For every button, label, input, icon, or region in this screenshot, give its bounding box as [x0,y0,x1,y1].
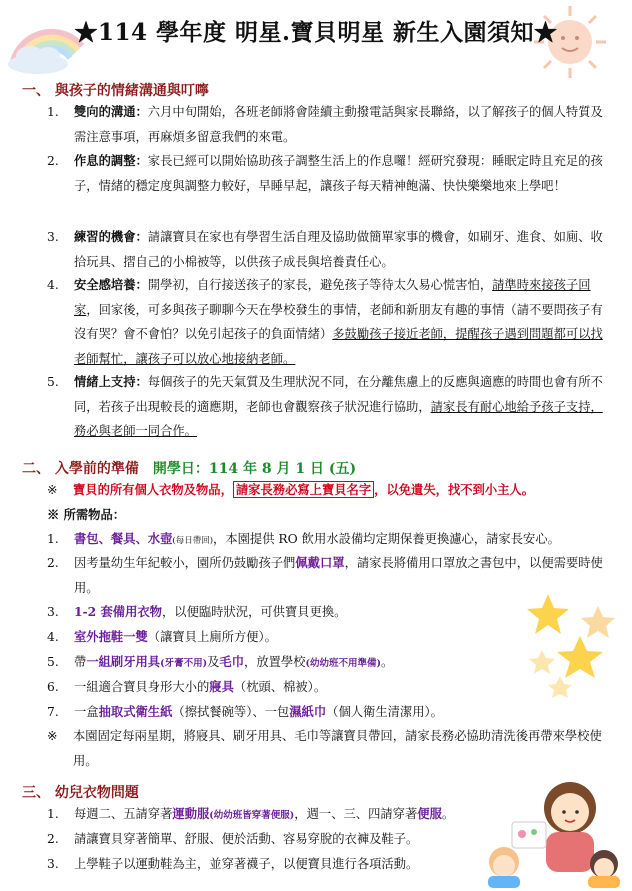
item-text: ，回家後，可多與孩子聊聊今天在學校發生的事情，老師和新朋友有趣的事情（請不要問孩子有沒有哭？會不會怕？以免引起孩子的負面情緒） [74,302,603,341]
item-text: 因考量幼生年紀較小，園所仍鼓勵孩子們 [74,556,296,570]
children-illustration [482,770,622,888]
item-number: 1. [47,807,59,821]
item-heading: 練習的機會： [74,229,148,244]
item-text: ，本園提供 RO 飲用水設備均定期保養更換濾心，請家長安心。 [213,532,560,546]
item-number: 5. [47,375,59,389]
item-number: 4. [47,630,59,644]
item-text: （枕頭、棉被）。 [233,680,327,694]
item-underlined-text: 多鼓勵孩子接近老師，提醒孩子遇到問題都可以找老師幫忙，讓孩子可以放心地接納老師。 [74,327,603,366]
item-underlined-text: 請家長有耐心地給予孩子支持，務必與老師一同合作。 [74,399,603,438]
section-heading-preparation [22,458,356,478]
warning-boxed-text: 請家長務必寫上寶貝名字 [233,481,374,498]
item-number: 7. [47,705,59,719]
required-items-label: ※ 所需物品： [47,507,126,522]
item-number: 1. [47,532,59,546]
item-heading: 情緒上支持： [74,374,148,389]
list-item [47,370,607,444]
item-heading: 作息的調整： [74,153,148,168]
item-note: (幼幼班不用準備) [305,658,382,669]
item-note: (牙膏不用) [160,658,208,669]
item-number: 6. [47,680,59,694]
section-label: 二、 入學前的準備 [22,461,139,477]
item-text: 開學初，自行接送孩子的家長，避免孩子等待太久易心慌害怕， [147,278,493,292]
item-number: 3. [47,230,59,244]
note-mark: ※ [47,729,58,743]
item-text: 六月中旬開始，各班老師將會陸續主動撥電話與家長聯絡，以了解孩子的個人特質及需注意事項，再麻煩多留意我們的來電。 [74,105,603,144]
item-emphasis: 書包、餐具、水壺 [74,531,173,546]
return-wash-note [47,724,607,773]
item-text: （讓寶貝上廁所方便）。 [147,630,277,644]
item-text: 帶 [74,655,87,669]
item-text: 及 [207,655,220,669]
item-text: ，以便臨時狀況，可供寶貝更換。 [161,605,347,619]
item-emphasis: 運動服 [172,806,210,821]
item-emphasis: 一組刷牙用具 [86,654,161,669]
item-text: 每個孩子的先天氣質及生理狀況不同，在分離焦慮上的反應與適應的時間也會有所不同，若孩子出現較長的適應期，老師也會觀察孩子狀況進行協助， [74,375,603,414]
item-text: 請讓寶貝穿著簡單、舒服、便於活動、容易穿脫的衣褲及鞋子。 [74,832,419,846]
list-item [47,225,607,274]
item-text: 家長已經可以開始協助孩子調整生活上的作息囉！經研究發現：睡眠定時且充足的孩子，情緒的穩定度與調整力較好，早睡早起，讓孩子每天精神飽滿、快快樂樂地來上學吧！ [74,154,603,193]
item-emphasis: 抽取式衛生紙 [98,704,173,719]
item-text: （擦拭餐碗等）、一包 [172,705,290,719]
item-text: 上學鞋子以運動鞋為主，並穿著襪子，以便寶貝進行各項活動。 [74,857,419,871]
item-number: 1. [47,105,59,119]
item-text: 。 [441,807,455,821]
name-label-warning [47,478,607,503]
section-heading-emotional-communication: 一、 與孩子的情緒溝通與叮嚀 [22,83,209,99]
list-item [47,273,607,371]
item-heading: 安全感培養： [74,277,148,292]
item-text: ，放置學校 [244,655,306,669]
item-number: 3. [47,857,59,871]
item-emphasis: 1-2 套備用衣物 [74,604,162,619]
item-emphasis: 毛巾 [219,654,245,669]
section-heading-clothing: 三、 幼兒衣物問題 [22,785,139,801]
item-emphasis: 室外拖鞋一雙 [74,629,148,644]
warning-text: ，以免遺失，找不到小主人。 [374,482,535,497]
item-number: 2. [47,154,59,168]
item-text: ，週一、三、四請穿著 [294,807,418,821]
note-text: 本園固定每兩星期，將寢具、刷牙用具、毛巾等讓寶貝帶回，請家長務必協助清洗後再帶來學校使用。 [73,729,602,768]
item-number: 2. [47,832,59,846]
item-text: 。 [381,655,394,669]
list-item [47,700,607,725]
list-item [47,149,607,198]
item-underlined-text: 請準時來接孩子回家 [74,278,591,317]
item-number: 2. [47,556,59,570]
item-number: 4. [47,278,59,292]
warning-text: 寶貝的所有個人衣物及物品， [73,482,233,497]
list-item [47,527,607,554]
item-note: (每日帶回) [172,536,214,546]
item-text: 一盒 [74,705,99,719]
stars-decoration [520,592,620,702]
item-note: (幼幼班皆穿著便服) [209,810,295,821]
item-text: 請讓寶貝在家也有學習生活自理及協助做簡單家事的機會，如刷牙、進食、如廁、收拾玩具、摺自己的小棉被等，以供孩子成長與培養責任心。 [74,230,603,269]
item-emphasis: 寢具 [209,679,234,694]
item-emphasis: 便服 [417,806,442,821]
item-emphasis: 濕紙巾 [289,704,327,719]
page-title: ★114 學年度 明星.寶貝明星 新生入園須知★ [74,19,558,46]
item-emphasis: 佩戴口罩 [295,555,345,570]
item-text: ，請家長將備用口罩放之書包中，以便需要時使用。 [74,556,603,595]
item-heading: 雙向的溝通： [74,104,148,119]
list-item [47,100,607,149]
item-text: 一組適合寶貝身形大小的 [74,680,210,694]
item-text: 每週二、五請穿著 [74,807,173,821]
note-mark: ※ [47,483,58,497]
item-number: 3. [47,605,59,619]
item-text: （個人衛生清潔用）。 [326,705,443,719]
item-number: 5. [47,655,59,669]
open-date: 開學日：114 年 8 月 1 日 (五) [152,461,357,477]
